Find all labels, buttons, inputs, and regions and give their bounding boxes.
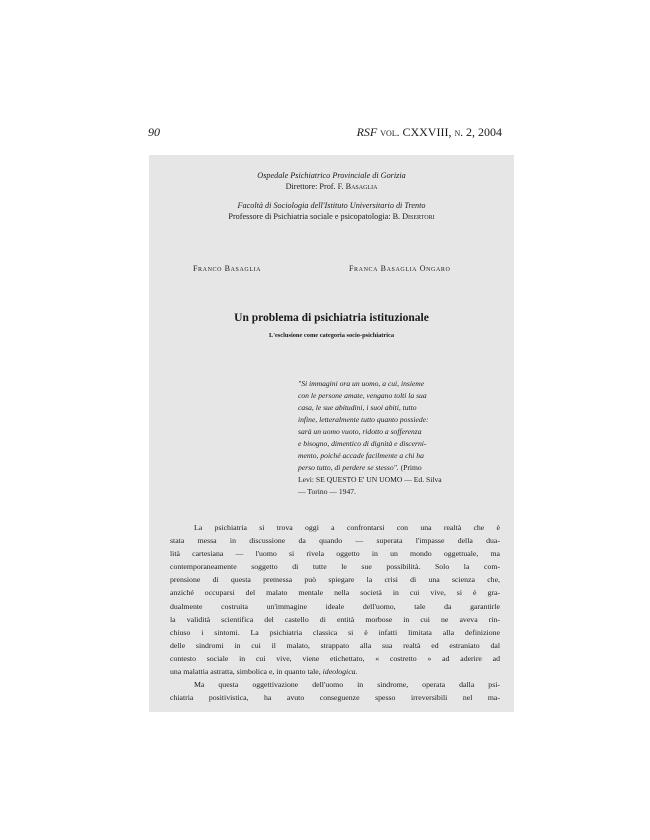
body-line: lità cartesiana — l'uomo si rivela oggetto in un mondo oggettuale, ma xyxy=(170,549,500,559)
author-right: Franca Basaglia Ongaro xyxy=(349,264,451,273)
epigraph-line: casa, le sue abitudini, i suoi abiti, tutto xyxy=(298,403,417,412)
body-line: prensione di questa premessa può spiegare la crisi di una scienza che, xyxy=(170,575,500,585)
scanned-page xyxy=(149,155,514,712)
body-line: Ma questa oggettivazione dell'uomo in sindrome, operata dalla psi- xyxy=(194,680,500,690)
epigraph-line: mento, poiché accade facilmente a chi ha xyxy=(298,451,424,460)
epigraph xyxy=(298,378,488,498)
epigraph-line: infine, letteralmente tutto quanto possiede: xyxy=(298,415,429,424)
article-subtitle: L'esclusione come categoria socio-psichiatrica xyxy=(268,332,395,339)
epigraph-line: e bisogno, dimentico di dignità e discerni- xyxy=(298,439,427,448)
epigraph-line: sarà un uomo vuoto, ridotto a sofferenza xyxy=(298,427,422,436)
institution-1-line-2: Direttore: Prof. F. Basaglia xyxy=(285,182,378,191)
running-header xyxy=(148,124,502,140)
epigraph-source: — Torino — 1947. xyxy=(298,487,356,496)
professor-name: Disertori xyxy=(402,212,435,221)
epigraph-line: con le persone amate, vengano tolti la sua xyxy=(298,391,427,400)
author-left: Franco Basaglia xyxy=(193,264,262,273)
epigraph-source: Levi: SE QUESTO E' UN UOMO — Ed. Silva xyxy=(298,475,442,484)
body-line: delle sindromi in cui il malato, strappato alla sua realtà ed estraniato dal xyxy=(170,640,500,650)
volume-label: vol. xyxy=(380,127,400,139)
volume-number: CXXVIII, xyxy=(402,125,452,139)
body-line: chiuso i sintomi. La psichiatria classica si è infatti limitata alla definizione xyxy=(170,627,500,637)
body-line: stata messa in discussione da quando — superata l'impasse della dua- xyxy=(170,536,500,546)
page-number: 90 xyxy=(148,125,160,139)
body-line: anziché occuparsi del malato mentale nella società in cui vive, si è gra- xyxy=(170,588,500,598)
body-line: dualmente costruita un'immagine ideale dell'uomo, tale da garantirle xyxy=(170,601,500,611)
journal-citation xyxy=(357,124,502,141)
institution-1-line-1: Ospedale Psichiatrico Provinciale di Gorizia xyxy=(257,171,406,180)
institution-2-line-2: Professore di Psichiatria sociale e psicopatologia: B. Disertori xyxy=(228,212,435,221)
body-line: una malattia astratta, simbolica e, in quanto tale, ideologica. xyxy=(170,667,358,677)
body-line: contemporaneamente soggetto di tutte le sue possibilità. Solo la com- xyxy=(170,562,500,572)
body-line: la validità scientifica del castello di entità morbose in cui ne aveva rin- xyxy=(170,614,500,624)
number-label: n. xyxy=(454,127,463,139)
body-text xyxy=(170,521,500,704)
body-line: chiatria positivistica, ha avuto conseguenze spesso irreversibili nel ma- xyxy=(170,693,500,703)
body-line: La psichiatria si trova oggi a confrontarsi con una realtà che è xyxy=(194,523,500,532)
issue-number-year: 2, 2004 xyxy=(466,125,502,139)
institution-2-line-1: Facoltà di Sociologia dell'Istituto Universitario di Trento xyxy=(237,201,426,210)
epigraph-line: "Si immagini ora un uomo, a cui, insieme xyxy=(298,379,425,388)
director-name: Basaglia xyxy=(345,182,378,191)
epigraph-line: perso tutto, di perdere se stesso". (Primo xyxy=(298,463,422,472)
journal-name: RSF xyxy=(356,125,378,139)
article-title: Un problema di psichiatria istituzionale xyxy=(234,312,429,324)
emphasis-ideologica: ideologica. xyxy=(322,667,358,677)
body-line: contesto sociale in cui vive, viene etichettato, « costretto » ad aderire ad xyxy=(170,653,500,663)
